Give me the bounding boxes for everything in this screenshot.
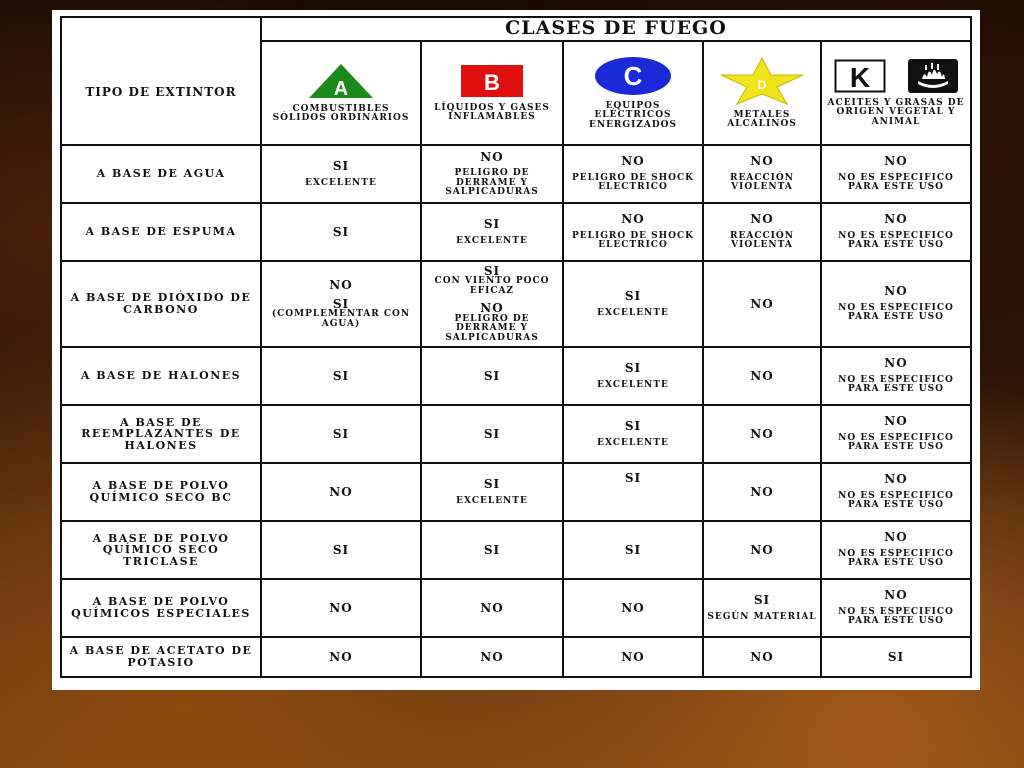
cell: SI EXCELENTE: [563, 405, 703, 463]
row-head: A BASE DE ESPUMA: [61, 203, 261, 261]
cell: NO REACCIÓN VIOLENTA: [703, 145, 821, 203]
tipo-header: TIPO DE EXTINTOR: [61, 41, 261, 145]
cell: NO: [703, 637, 821, 677]
class-d-label: METALES ALCALINOS: [727, 109, 797, 129]
cell: NO: [563, 579, 703, 637]
cell: NO REACCIÓN VIOLENTA: [703, 203, 821, 261]
class-c-label: EQUIPOS ELÉCTRICOS ENERGIZADOS: [588, 100, 678, 130]
cell: NO PELIGRO DE DERRAME Y SALPICADURAS: [421, 145, 563, 203]
class-k-letter: K: [849, 61, 871, 93]
corner-cell: [61, 17, 261, 41]
cell: SI: [421, 347, 563, 405]
cell: NO: [703, 347, 821, 405]
table-row: [61, 579, 971, 637]
class-b-header: [421, 41, 563, 145]
row-head: A BASE DE AGUA: [61, 145, 261, 203]
cell: SI SEGÚN MATERIAL: [703, 579, 821, 637]
table-row: [61, 347, 971, 405]
circle-c-icon: [593, 56, 673, 96]
class-a-label: COMBUSTIBLES SÓLIDOS ORDINARIOS: [272, 103, 410, 123]
cell: SI: [261, 203, 421, 261]
cell: SI: [563, 521, 703, 579]
cell: SI EXCELENTE: [261, 145, 421, 203]
fire-classes-sheet: [52, 10, 980, 690]
cell: NO NO ES ESPECIFICO PARA ESTE USO: [821, 261, 971, 347]
cell: NO NO ES ESPECIFICO PARA ESTE USO: [821, 579, 971, 637]
triangle-a-icon: [308, 63, 374, 99]
k-cooking-icon: [908, 59, 958, 93]
cell: NO: [421, 579, 563, 637]
cell: NO NO ES ESPECIFICO PARA ESTE USO: [821, 521, 971, 579]
cell: NO: [703, 405, 821, 463]
cell: SI EXCELENTE: [421, 203, 563, 261]
cell: SI CON VIENTO POCO EFICAZ NO PELIGRO DE DERRAME Y SALPICADURAS: [421, 261, 563, 347]
star-d-icon: [719, 57, 805, 105]
cell: SI: [821, 637, 971, 677]
table-row: [61, 145, 971, 203]
cell: NO: [703, 261, 821, 347]
cell: SI: [421, 521, 563, 579]
cell: NO: [261, 637, 421, 677]
row-head: A BASE DE POLVO QUÍMICO SECO TRICLASE: [61, 521, 261, 579]
cell: SI: [261, 521, 421, 579]
table-row: [61, 261, 971, 347]
class-k-header: [821, 41, 971, 145]
row-head: A BASE DE DIÓXIDO DE CARBONO: [61, 261, 261, 347]
cell: NO NO ES ESPECIFICO PARA ESTE USO: [821, 463, 971, 521]
row-head: A BASE DE ACETATO DE POTASIO: [61, 637, 261, 677]
cell: NO: [703, 463, 821, 521]
cell: SI: [563, 463, 703, 521]
cell: NO: [261, 463, 421, 521]
square-b-icon: [460, 64, 524, 98]
cell: SI: [261, 347, 421, 405]
row-head: A BASE DE REEMPLAZANTES DE HALONES: [61, 405, 261, 463]
class-k-label: ACEITES Y GRASAS DE ORIGEN VEGETAL Y ANIMAL: [827, 97, 965, 127]
cell: NO NO ES ESPECIFICO PARA ESTE USO: [821, 347, 971, 405]
class-b-letter: B: [484, 69, 500, 95]
cell: SI: [261, 405, 421, 463]
cell: NO: [421, 637, 563, 677]
table-title: CLASES DE FUEGO: [261, 17, 971, 41]
cell: NO SI (COMPLEMENTAR CON AGUA): [261, 261, 421, 347]
fire-classes-table: [60, 16, 972, 678]
cell: SI EXCELENTE: [421, 463, 563, 521]
cell: SI EXCELENTE: [563, 261, 703, 347]
cell: NO PELIGRO DE SHOCK ELECTRICO: [563, 203, 703, 261]
table-row: [61, 463, 971, 521]
cell: NO PELIGRO DE SHOCK ELECTRICO: [563, 145, 703, 203]
class-b-label: LÍQUIDOS Y GASES INFLAMABLES: [434, 102, 550, 122]
k-letter-icon: [834, 59, 886, 93]
table-row: [61, 521, 971, 579]
class-d-header: [703, 41, 821, 145]
row-head: A BASE DE HALONES: [61, 347, 261, 405]
class-c-header: [563, 41, 703, 145]
cell: NO: [261, 579, 421, 637]
class-c-letter: C: [623, 60, 643, 91]
cell: NO NO ES ESPECIFICO PARA ESTE USO: [821, 203, 971, 261]
class-a-header: [261, 41, 421, 145]
class-k-icons: [824, 59, 968, 93]
class-a-letter: A: [333, 77, 349, 99]
table-row: [61, 637, 971, 677]
cell: SI EXCELENTE: [563, 347, 703, 405]
class-d-letter: D: [757, 77, 767, 92]
cell: SI: [421, 405, 563, 463]
table-row: [61, 405, 971, 463]
cell: NO NO ES ESPECIFICO PARA ESTE USO: [821, 145, 971, 203]
cell: NO: [563, 637, 703, 677]
row-head: A BASE DE POLVO QUÍMICO SECO BC: [61, 463, 261, 521]
cell: NO: [703, 521, 821, 579]
row-head: A BASE DE POLVO QUÍMICOS ESPECIALES: [61, 579, 261, 637]
cell: NO NO ES ESPECIFICO PARA ESTE USO: [821, 405, 971, 463]
table-row: [61, 203, 971, 261]
